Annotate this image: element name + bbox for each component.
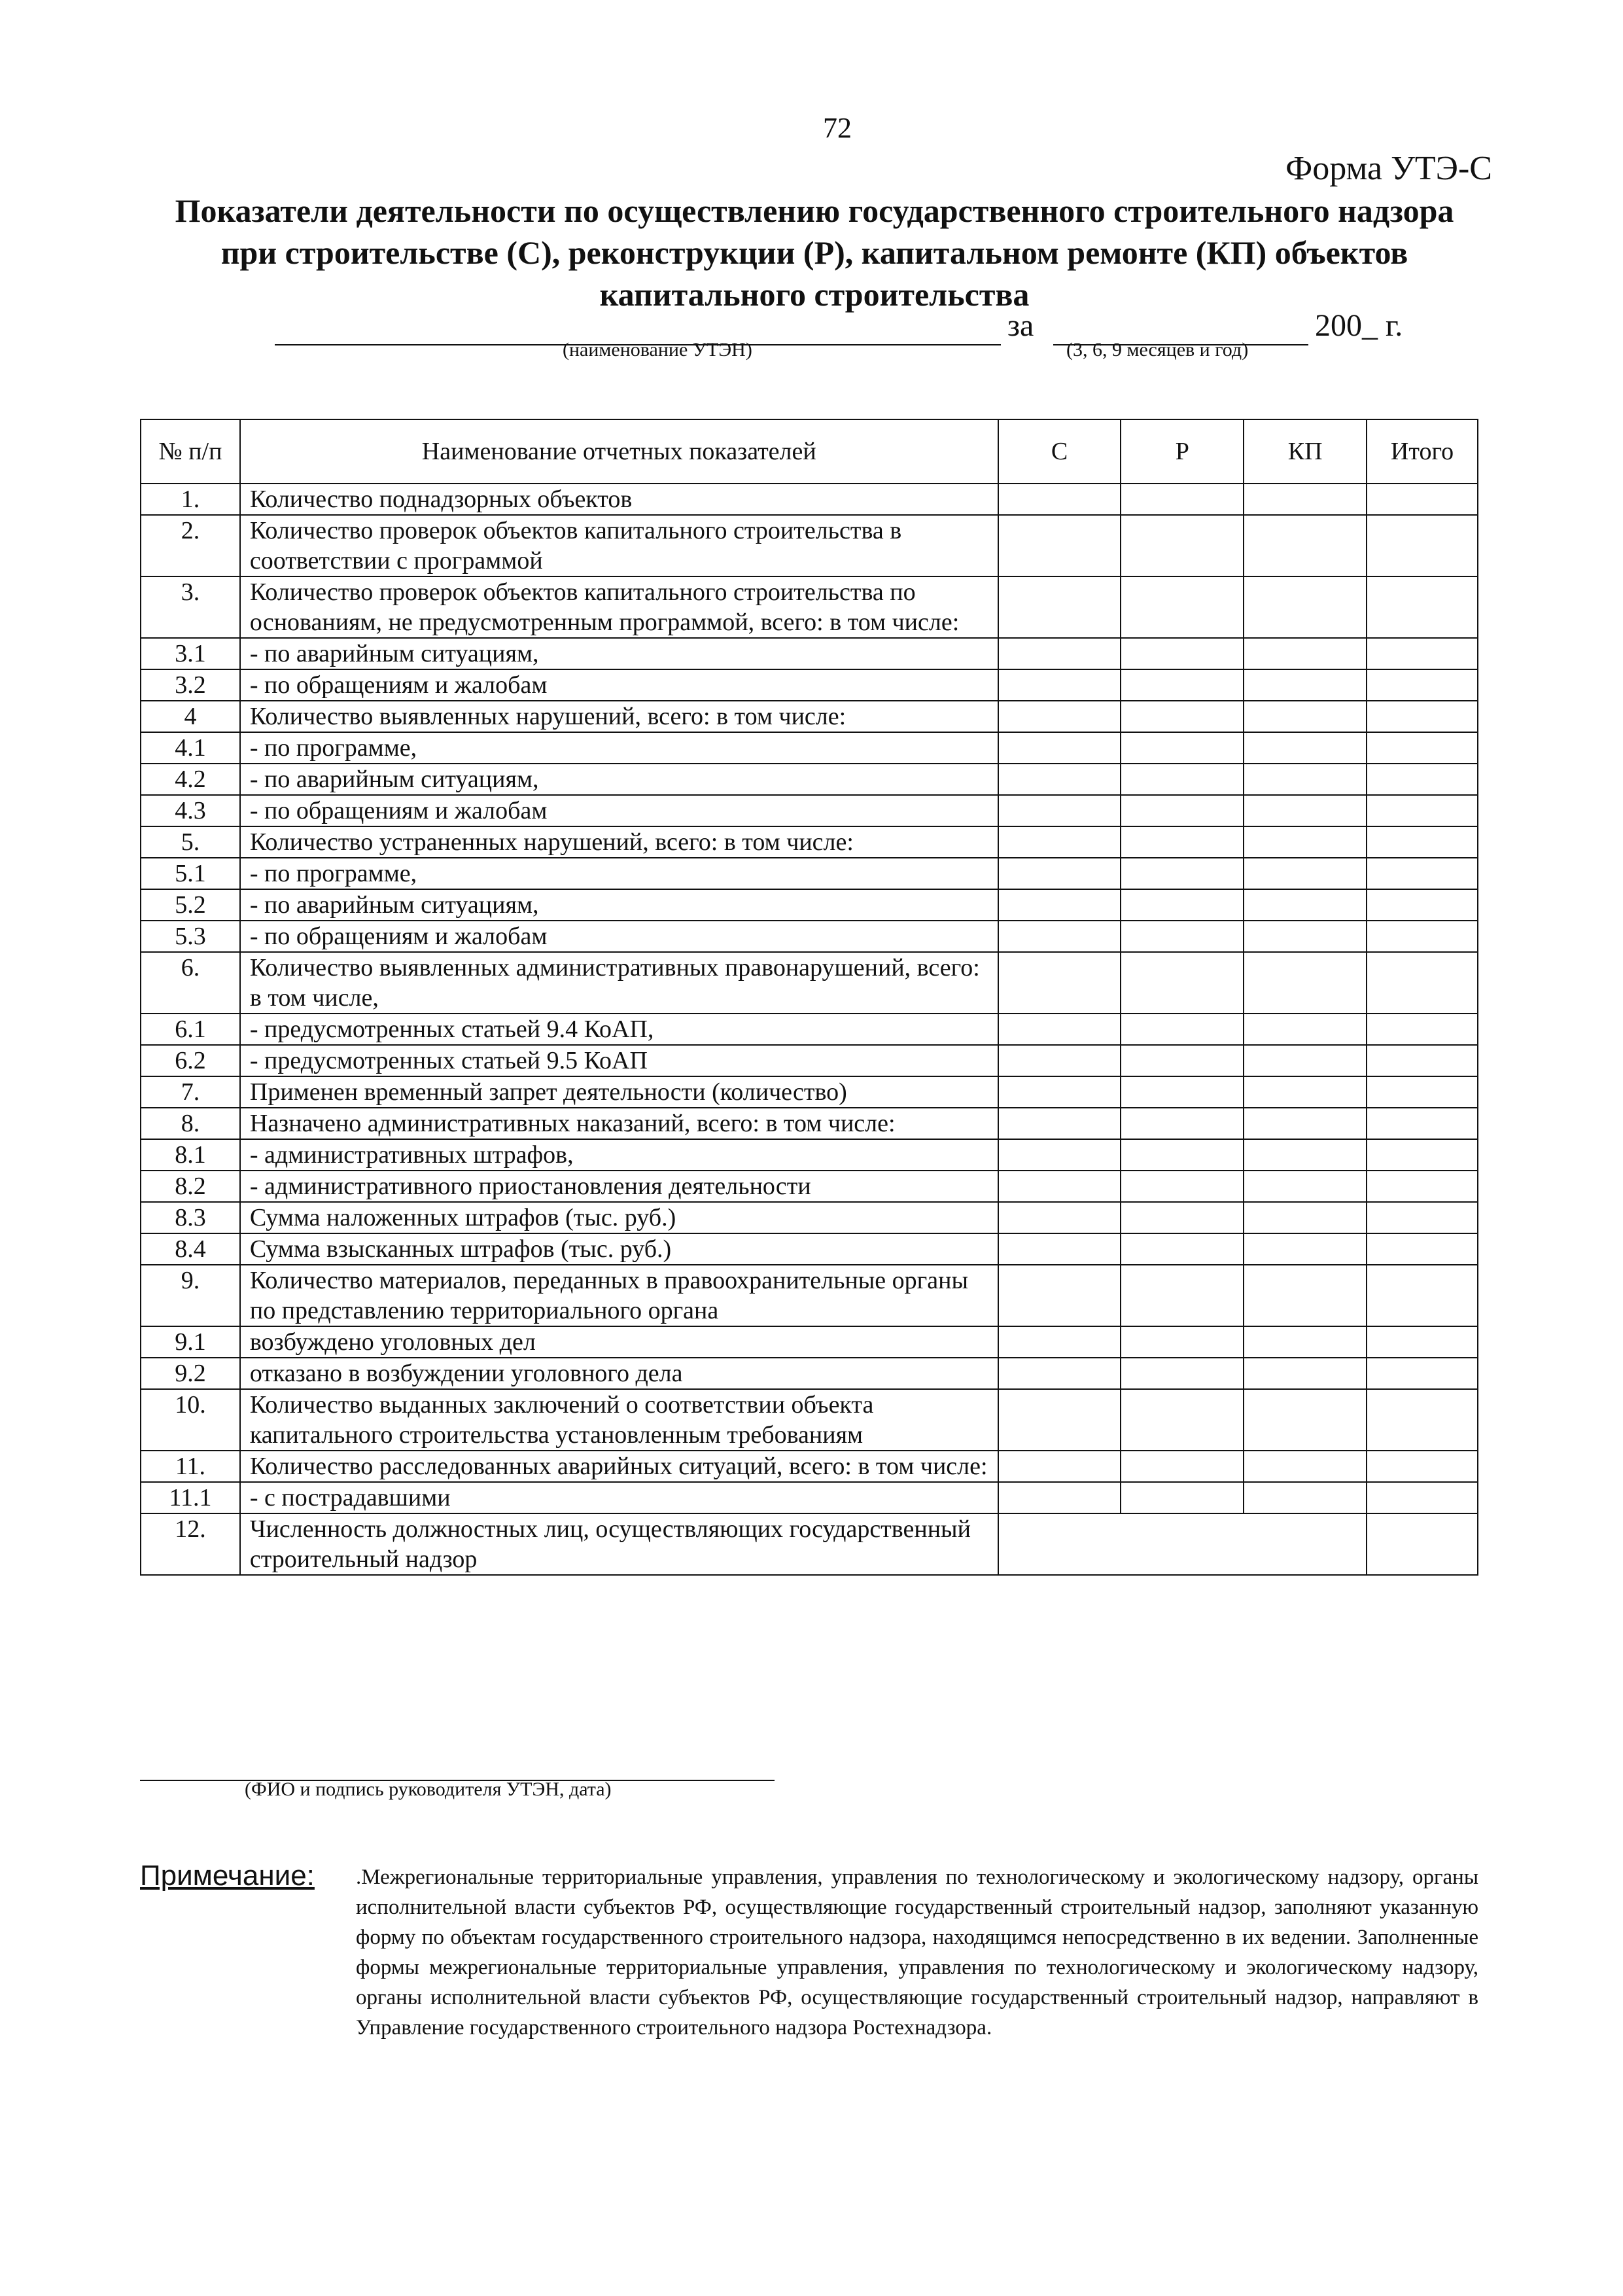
row-indicator-name: - предусмотренных статьей 9.4 КоАП, — [240, 1014, 998, 1045]
value-cell-c[interactable] — [998, 1233, 1121, 1265]
row-number: 7. — [141, 1076, 240, 1108]
period-line — [275, 308, 1420, 366]
table-row — [141, 638, 1478, 669]
row-indicator-name: Назначено административных наказаний, всего: в том числе: — [240, 1108, 998, 1139]
row-number: 9.2 — [141, 1358, 240, 1389]
table-row — [141, 889, 1478, 921]
signature-block — [140, 1780, 794, 1801]
row-indicator-name: Сумма взысканных штрафов (тыс. руб.) — [240, 1233, 998, 1265]
table-row — [141, 952, 1478, 1014]
value-cell-c[interactable] — [998, 858, 1121, 889]
value-cell-kp[interactable] — [1244, 1482, 1367, 1513]
row-number: 8.1 — [141, 1139, 240, 1171]
signature-label: (ФИО и подпись руководителя УТЭН, дата) — [245, 1778, 612, 1800]
table-row — [141, 921, 1478, 952]
row-number: 9. — [141, 1265, 240, 1326]
value-cell-kp[interactable] — [1244, 858, 1367, 889]
value-cell-r[interactable] — [1121, 858, 1244, 889]
row-indicator-name: - по обращениям и жалобам — [240, 669, 998, 701]
value-cell-kp[interactable] — [1244, 1108, 1367, 1139]
value-cell-r[interactable] — [1121, 921, 1244, 952]
value-cell-total[interactable] — [1367, 1482, 1478, 1513]
row-indicator-name: Количество материалов, переданных в правоохранительные органы по представлению территориального органа — [240, 1265, 998, 1326]
value-cell-kp[interactable] — [1244, 1171, 1367, 1202]
row-indicator-name: Количество выданных заключений о соответствии объекта капитального строительства установленным требованиям — [240, 1389, 998, 1451]
row-number: 1. — [141, 484, 240, 515]
row-number: 4.2 — [141, 764, 240, 795]
value-cell-c[interactable] — [998, 1014, 1121, 1045]
value-cell-total[interactable] — [1367, 1233, 1478, 1265]
value-cell-r[interactable] — [1121, 515, 1244, 576]
value-cell-kp[interactable] — [1244, 669, 1367, 701]
row-indicator-name: Количество выявленных административных правонарушений, всего: в том числе, — [240, 952, 998, 1014]
value-cell-kp[interactable] — [1244, 732, 1367, 764]
value-cell-c[interactable] — [998, 1482, 1121, 1513]
table-row — [141, 1202, 1478, 1233]
header-kp: КП — [1244, 419, 1367, 484]
value-cell-r[interactable] — [1121, 1108, 1244, 1139]
table-row — [141, 1045, 1478, 1076]
table-row — [141, 1139, 1478, 1171]
value-cell-total[interactable] — [1367, 576, 1478, 638]
value-cell-c[interactable] — [998, 1108, 1121, 1139]
value-cell-r[interactable] — [1121, 1265, 1244, 1326]
value-cell-total[interactable] — [1367, 701, 1478, 732]
value-cell-kp[interactable] — [1244, 795, 1367, 826]
row-indicator-name: - по программе, — [240, 858, 998, 889]
value-cell-kp[interactable] — [1244, 484, 1367, 515]
value-cell-total[interactable] — [1367, 1076, 1478, 1108]
row-number: 3. — [141, 576, 240, 638]
value-cell-c[interactable] — [998, 732, 1121, 764]
table-row — [141, 1076, 1478, 1108]
row-number: 8.4 — [141, 1233, 240, 1265]
row-number: 3.1 — [141, 638, 240, 669]
row-number: 11.1 — [141, 1482, 240, 1513]
value-cell-r[interactable] — [1121, 1014, 1244, 1045]
note-label: Примечание: — [140, 1860, 315, 1892]
row-indicator-name: - по программе, — [240, 732, 998, 764]
value-cell-total[interactable] — [1367, 1451, 1478, 1482]
page-number: 72 — [823, 112, 852, 144]
value-cell-c[interactable] — [998, 1045, 1121, 1076]
row-indicator-name: Применен временный запрет деятельности (количество) — [240, 1076, 998, 1108]
table-row — [141, 669, 1478, 701]
value-cell-merged[interactable] — [998, 1513, 1367, 1575]
row-number: 5.2 — [141, 889, 240, 921]
value-cell-c[interactable] — [998, 1451, 1121, 1482]
value-cell-kp[interactable] — [1244, 889, 1367, 921]
value-cell-c[interactable] — [998, 889, 1121, 921]
value-cell-r[interactable] — [1121, 1482, 1244, 1513]
value-cell-kp[interactable] — [1244, 1265, 1367, 1326]
value-cell-r[interactable] — [1121, 1139, 1244, 1171]
header-r: Р — [1121, 419, 1244, 484]
header-name: Наименование отчетных показателей — [240, 419, 998, 484]
value-cell-r[interactable] — [1121, 638, 1244, 669]
value-cell-c[interactable] — [998, 1326, 1121, 1358]
row-number: 6. — [141, 952, 240, 1014]
form-code: Форма УТЭ-С — [1285, 150, 1492, 187]
value-cell-kp[interactable] — [1244, 638, 1367, 669]
value-cell-total[interactable] — [1367, 669, 1478, 701]
value-cell-kp[interactable] — [1244, 952, 1367, 1014]
value-cell-c[interactable] — [998, 515, 1121, 576]
table-row — [141, 826, 1478, 858]
value-cell-kp[interactable] — [1244, 1389, 1367, 1451]
row-number: 4.1 — [141, 732, 240, 764]
value-cell-total[interactable] — [1367, 1139, 1478, 1171]
value-cell-total[interactable] — [1367, 732, 1478, 764]
value-cell-c[interactable] — [998, 921, 1121, 952]
row-indicator-name: Количество выявленных нарушений, всего: в том числе: — [240, 701, 998, 732]
table-row — [141, 1233, 1478, 1265]
value-cell-total[interactable] — [1367, 638, 1478, 669]
value-cell-c[interactable] — [998, 1076, 1121, 1108]
value-cell-total[interactable] — [1367, 1265, 1478, 1326]
value-cell-kp[interactable] — [1244, 1045, 1367, 1076]
row-number: 9.1 — [141, 1326, 240, 1358]
value-cell-r[interactable] — [1121, 484, 1244, 515]
row-number: 11. — [141, 1451, 240, 1482]
table-row — [141, 1389, 1478, 1451]
row-number: 12. — [141, 1513, 240, 1575]
value-cell-total[interactable] — [1367, 1014, 1478, 1045]
row-indicator-name: - по обращениям и жалобам — [240, 795, 998, 826]
value-cell-c[interactable] — [998, 764, 1121, 795]
header-total: Итого — [1367, 419, 1478, 484]
value-cell-kp[interactable] — [1244, 701, 1367, 732]
value-cell-c[interactable] — [998, 952, 1121, 1014]
table-row — [141, 484, 1478, 515]
value-cell-c[interactable] — [998, 1265, 1121, 1326]
value-cell-r[interactable] — [1121, 669, 1244, 701]
row-number: 2. — [141, 515, 240, 576]
value-cell-total[interactable] — [1367, 764, 1478, 795]
table-row — [141, 576, 1478, 638]
value-cell-kp[interactable] — [1244, 1358, 1367, 1389]
value-cell-c[interactable] — [998, 701, 1121, 732]
table-row — [141, 1513, 1478, 1575]
table-body — [141, 484, 1478, 1575]
za-text: за — [1007, 308, 1034, 343]
value-cell-total[interactable] — [1367, 952, 1478, 1014]
value-cell-kp[interactable] — [1244, 1326, 1367, 1358]
value-cell-r[interactable] — [1121, 889, 1244, 921]
row-indicator-name: Количество расследованных аварийных ситуаций, всего: в том числе: — [240, 1451, 998, 1482]
row-indicator-name: Количество проверок объектов капитального строительства в соответствии с программой — [240, 515, 998, 576]
value-cell-kp[interactable] — [1244, 921, 1367, 952]
row-number: 10. — [141, 1389, 240, 1451]
row-indicator-name: - с пострадавшими — [240, 1482, 998, 1513]
row-indicator-name: - по аварийным ситуациям, — [240, 764, 998, 795]
row-number: 6.1 — [141, 1014, 240, 1045]
value-cell-c[interactable] — [998, 826, 1121, 858]
table-row — [141, 1108, 1478, 1139]
year-text: 200_ г. — [1315, 308, 1403, 343]
value-cell-kp[interactable] — [1244, 515, 1367, 576]
table-row — [141, 858, 1478, 889]
header-c: С — [998, 419, 1121, 484]
value-cell-c[interactable] — [998, 795, 1121, 826]
value-cell-total[interactable] — [1367, 889, 1478, 921]
table-row — [141, 1171, 1478, 1202]
value-cell-total[interactable] — [1367, 826, 1478, 858]
table-header-row — [141, 419, 1478, 484]
value-cell-total[interactable] — [1367, 1326, 1478, 1358]
value-cell-total[interactable] — [1367, 1358, 1478, 1389]
row-indicator-name: - административных штрафов, — [240, 1139, 998, 1171]
title-line-2: при строительстве (С), реконструкции (Р), капитальном ремонте (КП) объектов — [220, 234, 1408, 271]
row-indicator-name: - по аварийным ситуациям, — [240, 638, 998, 669]
value-cell-kp[interactable] — [1244, 1233, 1367, 1265]
row-number: 4.3 — [141, 795, 240, 826]
row-indicator-name: Количество устраненных нарушений, всего: в том числе: — [240, 826, 998, 858]
value-cell-total[interactable] — [1367, 1513, 1478, 1575]
value-cell-c[interactable] — [998, 1139, 1121, 1171]
row-indicator-name: Количество поднадзорных объектов — [240, 484, 998, 515]
value-cell-kp[interactable] — [1244, 1202, 1367, 1233]
row-indicator-name: Численность должностных лиц, осуществляющих государственный строительный надзор — [240, 1513, 998, 1575]
value-cell-c[interactable] — [998, 1202, 1121, 1233]
table-row — [141, 1014, 1478, 1045]
table-row — [141, 515, 1478, 576]
row-indicator-name: - по обращениям и жалобам — [240, 921, 998, 952]
value-cell-c[interactable] — [998, 484, 1121, 515]
value-cell-r[interactable] — [1121, 1389, 1244, 1451]
value-cell-r[interactable] — [1121, 826, 1244, 858]
table-row — [141, 764, 1478, 795]
row-number: 8.3 — [141, 1202, 240, 1233]
table-row — [141, 1358, 1478, 1389]
value-cell-c[interactable] — [998, 638, 1121, 669]
row-indicator-name: возбуждено уголовных дел — [240, 1326, 998, 1358]
value-cell-kp[interactable] — [1244, 1076, 1367, 1108]
value-cell-r[interactable] — [1121, 732, 1244, 764]
utan-name-label: (наименование УТЭН) — [563, 339, 752, 361]
value-cell-r[interactable] — [1121, 1045, 1244, 1076]
value-cell-c[interactable] — [998, 1171, 1121, 1202]
row-number: 4 — [141, 701, 240, 732]
value-cell-total[interactable] — [1367, 1108, 1478, 1139]
indicators-table — [140, 419, 1478, 1576]
value-cell-r[interactable] — [1121, 1451, 1244, 1482]
value-cell-kp[interactable] — [1244, 1139, 1367, 1171]
value-cell-total[interactable] — [1367, 858, 1478, 889]
value-cell-total[interactable] — [1367, 1389, 1478, 1451]
value-cell-r[interactable] — [1121, 1171, 1244, 1202]
value-cell-r[interactable] — [1121, 1326, 1244, 1358]
value-cell-c[interactable] — [998, 576, 1121, 638]
table-row — [141, 1482, 1478, 1513]
table-row — [141, 1451, 1478, 1482]
row-number: 5.3 — [141, 921, 240, 952]
value-cell-r[interactable] — [1121, 764, 1244, 795]
value-cell-r[interactable] — [1121, 1202, 1244, 1233]
row-indicator-name: отказано в возбуждении уголовного дела — [240, 1358, 998, 1389]
table-row — [141, 732, 1478, 764]
row-number: 8. — [141, 1108, 240, 1139]
table-row — [141, 1326, 1478, 1358]
period-label: (3, 6, 9 месяцев и год) — [1066, 339, 1249, 361]
row-indicator-name: Сумма наложенных штрафов (тыс. руб.) — [240, 1202, 998, 1233]
value-cell-total[interactable] — [1367, 484, 1478, 515]
title-line-3: капитального строительства — [599, 276, 1030, 313]
value-cell-r[interactable] — [1121, 701, 1244, 732]
title-line-1: Показатели деятельности по осуществлению государственного строительного надзора — [175, 192, 1454, 229]
value-cell-kp[interactable] — [1244, 764, 1367, 795]
row-number: 8.2 — [141, 1171, 240, 1202]
table-row — [141, 1265, 1478, 1326]
header-num: № п/п — [141, 419, 240, 484]
value-cell-r[interactable] — [1121, 795, 1244, 826]
value-cell-r[interactable] — [1121, 1233, 1244, 1265]
row-number: 5.1 — [141, 858, 240, 889]
value-cell-total[interactable] — [1367, 1171, 1478, 1202]
row-number: 5. — [141, 826, 240, 858]
table-row — [141, 701, 1478, 732]
table-row — [141, 795, 1478, 826]
row-number: 3.2 — [141, 669, 240, 701]
value-cell-kp[interactable] — [1244, 1451, 1367, 1482]
value-cell-kp[interactable] — [1244, 1014, 1367, 1045]
row-indicator-name: Количество проверок объектов капитального строительства по основаниям, не предусмотренным программой, всего: в том числе: — [240, 576, 998, 638]
value-cell-r[interactable] — [1121, 576, 1244, 638]
row-indicator-name: - по аварийным ситуациям, — [240, 889, 998, 921]
value-cell-c[interactable] — [998, 1389, 1121, 1451]
document-title — [164, 190, 1465, 315]
value-cell-r[interactable] — [1121, 952, 1244, 1014]
value-cell-total[interactable] — [1367, 921, 1478, 952]
row-number: 6.2 — [141, 1045, 240, 1076]
row-indicator-name: - предусмотренных статьей 9.5 КоАП — [240, 1045, 998, 1076]
value-cell-r[interactable] — [1121, 1076, 1244, 1108]
value-cell-total[interactable] — [1367, 515, 1478, 576]
note-text: .Межрегиональные территориальные управления, управления по технологическому и экологическому надзору, органы исполнительной власти субъектов РФ, осуществляющие государственный строительный надзор, заполняют указанную форму по объектам государственного строительного надзора, находящимся непосредственно в их ведении. Заполненные формы межрегиональные территориальные управления, управления по технологическому и экологическому надзору, органы исполнительной власти субъектов РФ, осуществляющие государственный строительный надзор, направляют в Управление государственного строительного надзора Ростехнадзора. — [356, 1865, 1478, 2040]
value-cell-c[interactable] — [998, 669, 1121, 701]
value-cell-total[interactable] — [1367, 1045, 1478, 1076]
value-cell-r[interactable] — [1121, 1358, 1244, 1389]
value-cell-kp[interactable] — [1244, 576, 1367, 638]
value-cell-kp[interactable] — [1244, 826, 1367, 858]
row-indicator-name: - административного приостановления деятельности — [240, 1171, 998, 1202]
value-cell-c[interactable] — [998, 1358, 1121, 1389]
value-cell-total[interactable] — [1367, 795, 1478, 826]
value-cell-total[interactable] — [1367, 1202, 1478, 1233]
